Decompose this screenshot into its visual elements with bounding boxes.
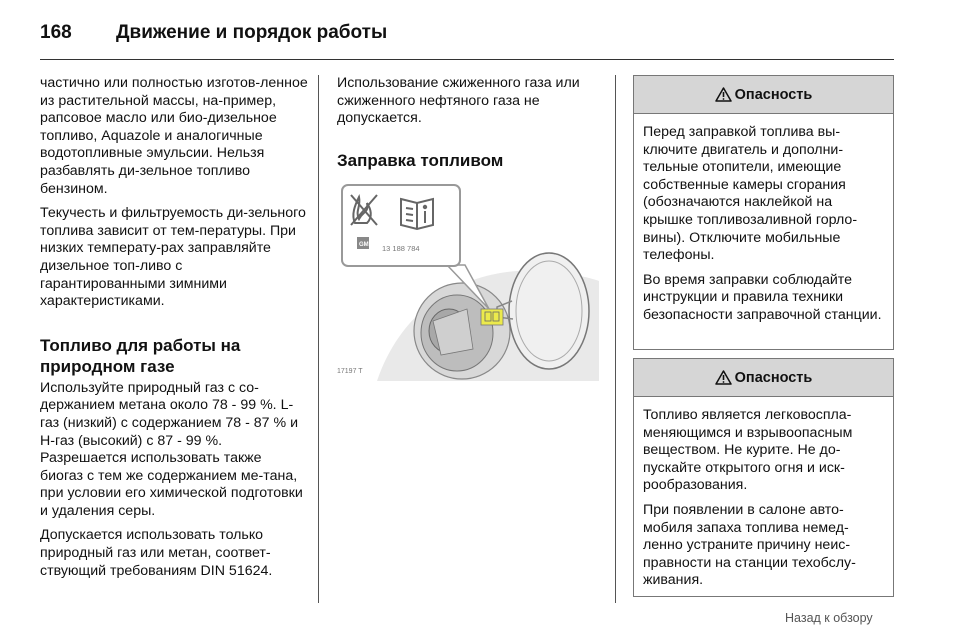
section-title-natural-gas: Топливо для работы на природном газе (40, 335, 241, 376)
page-number: 168 (40, 22, 72, 43)
label-part-number: 13 188 784 (382, 243, 420, 253)
paragraph: Во время заправки соблюдайте инструкции и правила техники безопасности заправочной станции. (643, 271, 882, 323)
danger-header (634, 76, 893, 114)
back-to-overview-link[interactable]: Назад к обзору (785, 611, 873, 625)
fuel-filler-illustration (337, 181, 599, 381)
warning-triangle-icon (715, 370, 732, 385)
warning-triangle-icon (715, 87, 732, 102)
paragraph: При появлении в салоне авто-мобиля запаха топлива немед-ленно устраните причину неис-правности на станции техобслу-живания. (643, 501, 856, 589)
paragraph: Топливо является легковоспла-меняющимся и взрывоопасным веществом. Не курите. Не до-пускайте открытого огня и иск-рообразования. (643, 407, 853, 494)
column-divider (615, 75, 616, 603)
danger-header (634, 359, 893, 397)
section-title-refueling: Заправка топливом (337, 150, 504, 170)
danger-box-1 (633, 75, 894, 350)
column-middle (337, 75, 607, 381)
column-left (40, 75, 308, 587)
chapter-title: Движение и порядок работы (116, 22, 388, 43)
danger-body (634, 397, 893, 590)
danger-title: Опасность (734, 369, 813, 386)
paragraph: Использование сжиженного газа или сжиженного нефтяного газа не допускается. (337, 75, 580, 127)
fuel-door-drawing (337, 181, 599, 381)
column-divider (318, 75, 319, 603)
danger-box-2 (633, 358, 894, 597)
svg-text:GM: GM (359, 241, 369, 248)
figure-code: 17197 T (337, 368, 363, 376)
paragraph: Допускается использовать только природный газ или метан, соответ-ствующий требованиям DIN 51624. (40, 527, 273, 579)
paragraph: Перед заправкой топлива вы-ключите двигатель и дополни-тельные отопители, имеющие собственные камеры сгорания (обозначаются наклейкой на крышке топливозаливной горло-вины). Отключите мобильные телефоны. (643, 124, 858, 264)
page-header (40, 20, 894, 60)
paragraph: частично или полностью изготов-ленное из растительной массы, на-пример, рапсовое масло или био-дизельное топливо, Aquazole и аналогичные водотопливные эмульсии. Нельзя разбавлять ди-зельное топливо бензином. (40, 75, 308, 197)
danger-title: Опасность (734, 86, 813, 103)
paragraph: Текучесть и фильтруемость ди-зельного топлива зависит от тем-пературы. При низких температу-рах заправляйте дизельное топ-ливо с гарантированными зимними характеристиками. (40, 205, 306, 310)
danger-body (634, 114, 893, 325)
header-divider (40, 59, 894, 60)
paragraph: Используйте природный газ с со-держанием метана около 78 - 99 %. L-газ (низкий) с содержанием 78 - 87 % и H-газ (высокий) с 87 - 99 %. Разрешается использовать также биогаз с тем же содержанием ме-тана, при условии его химической подготовки и удаления серы. (40, 379, 303, 519)
